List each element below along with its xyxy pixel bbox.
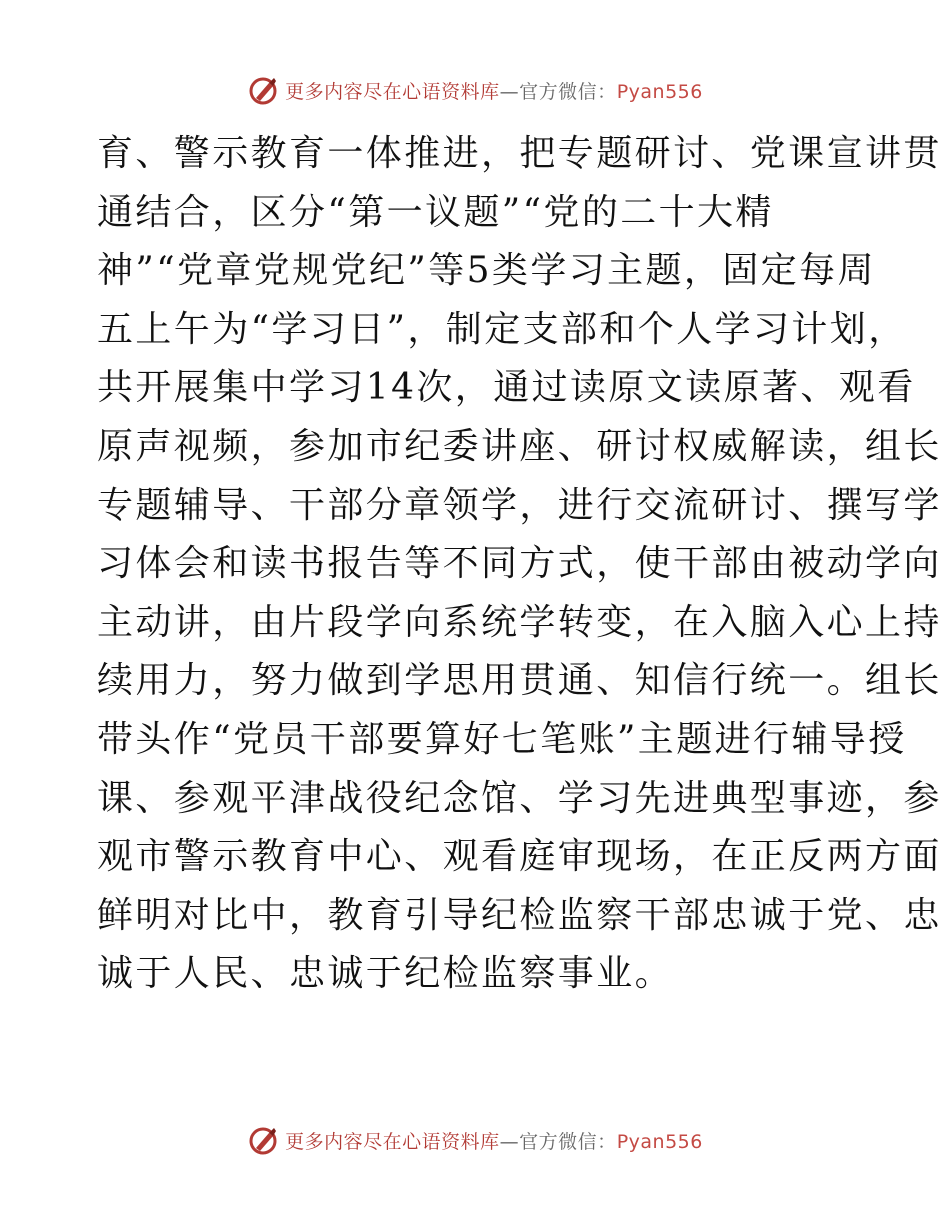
body-line: 专题辅导、干部分章领学，进行交流研讨、撰写学 [97,484,942,526]
body-line: 育、警示教育一体推进，把专题研讨、党课宣讲贯 [97,133,942,174]
body-line: 课、参观平津战役纪念馆、学习先进典型事迹，参 [97,777,942,819]
watermark-text [285,77,703,104]
pen-nib-logo-icon [247,74,279,106]
footer-watermark [0,1120,950,1160]
watermark-site-name: 更多内容尽在心语资料库 [285,80,500,103]
watermark-wechat-id: Pyan556 [616,80,703,103]
document-body [97,125,942,1004]
body-line: 共开展集中学习14次，通过读原文读原著、观看 [97,367,916,409]
watermark-dash: — [499,80,520,103]
watermark-site-name: 更多内容尽在心语资料库 [285,1130,500,1153]
body-line: 通结合，区分“第一议题”“党的二十大精 [97,191,774,233]
body-line: 续用力，努力做到学思用贯通、知信行统一。组长 [97,660,942,702]
body-line: 习体会和读书报告等不同方式，使干部由被动学向 [97,543,942,585]
body-line: 诚于人民、忠诚于纪检监察事业。 [97,953,674,995]
watermark-wechat-label: 官方微信： [519,80,617,103]
body-line: 带头作“党员干部要算好七笔账”主题进行辅导授 [97,718,907,760]
watermark-wechat-id: Pyan556 [616,1130,703,1153]
body-line: 神”“党章党规党纪”等5类学习主题，固定每周 [97,250,876,292]
body-line: 主动讲，由片段学向系统学转变，在入脑入心上持 [97,601,942,643]
pen-nib-logo-icon [247,1124,279,1156]
body-line: 鲜明对比中，教育引导纪检监察干部忠诚于党、忠 [97,894,942,936]
body-line: 五上午为“学习日”，制定支部和个人学习计划， [97,308,907,350]
header-watermark [0,70,950,110]
watermark-text [285,1127,703,1154]
watermark-wechat-label: 官方微信： [519,1130,617,1153]
body-line: 原声视频，参加市纪委讲座、研讨权威解读，组长 [97,425,942,467]
body-line: 观市警示教育中心、观看庭审现场，在正反两方面 [97,836,942,878]
watermark-dash: — [499,1130,520,1153]
